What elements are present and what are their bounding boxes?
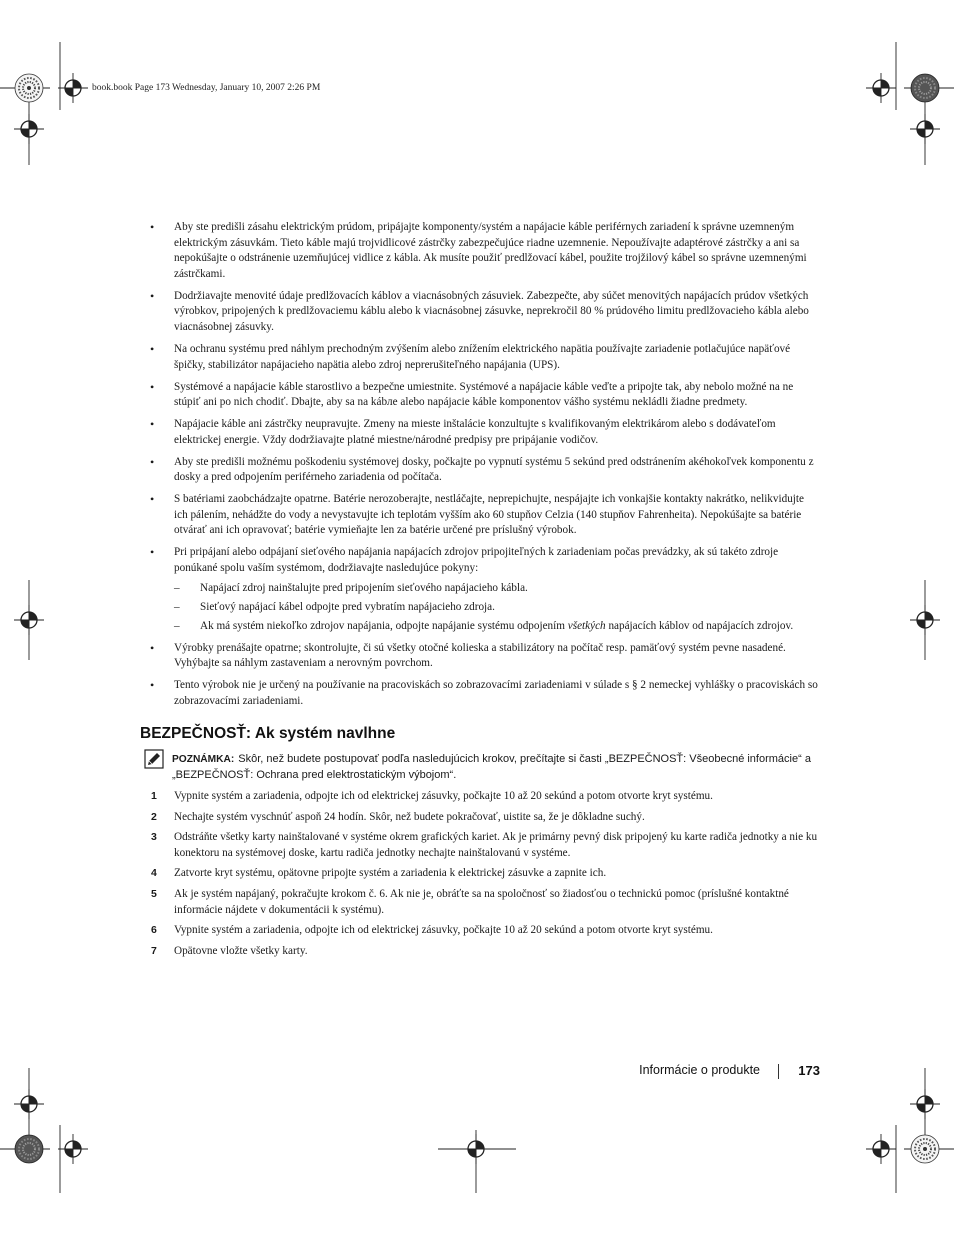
list-item: • Tento výrobok nie je určený na používanie na pracoviskách so zobrazovacími zariadeniami v súlade s § 2 nemeckej vyhlášky o pracoviskách so zobrazovacími zariadeniami. [138,678,818,709]
sub-list-item: – Napájací zdroj nainštalujte pred pripojením sieťového napájacieho kábla. [174,581,818,597]
step-number: 4 [151,867,157,880]
sub-list-item: – Sieťový napájací kábel odpojte pred vybratím napájacieho zdroja. [174,600,818,616]
list-item: • Aby ste predišli zásahu elektrickým prúdom, pripájajte komponenty/systém a napájacie káble periférnych zariadení k správne uzemneným elektrickým zásuvkám. Tieto káble majú trojvidlicové zástrčky zabezpečujúce riadne uzemnenie. Nepoužívajte adaptérové zástrčky a ani sa nepokúšajte o odstránenie uzemňujúcej vidlice z kábla. Ak musíte použiť predlžovací kábel, použite trojžilový kábel so správne uzemnenými zástrčkami. [138,220,818,282]
page-number: 173 [798,1063,820,1078]
step-text: Opätovne vložte všetky karty. [174,944,308,957]
step-item [138,887,818,918]
section-heading: BEZPEČNOSŤ: Ak systém navlhne [140,725,396,743]
step-number: 7 [151,944,157,957]
step-item [138,830,818,861]
sub-list-text: napájacích káblov od napájacích zdrojov. [605,619,794,632]
step-text: Vypnite systém a zariadenia, odpojte ich od elektrickej zásuvky, počkajte 10 až 20 sekúnd a potom otvorte kryt systému. [174,790,713,803]
print-slug-header: book.book Page 173 Wednesday, January 10, 2007 2:26 PM [92,83,321,93]
sub-list-item [174,619,818,635]
step-text: Ak je systém napájaný, pokračujte krokom č. 6. Ak nie je, obráťte sa na spoločnosť so žiadosťou o technickú pomoc (príslušné kontaktné informácie nájdete v dokumentácii k systému). [174,888,789,916]
page-footer [600,1063,820,1083]
list-item: • Napájacie káble ani zástrčky neupravujte. Zmeny na mieste inštalácie konzultujte s kvalifikovaným elektrikárom alebo s dodávateľom elektrickej energie. Vždy dodržiavajte platné miestne/národné predpisy pre pripájanie vodičov. [138,417,818,448]
list-item: • Na ochranu systému pred náhlym prechodným zvýšením alebo znížením elektrického napätia používajte zariadenie potlačujúce napäťové špičky, stabilizátor napájacieho napätia alebo zdroj neprerušiteľného napájania (UPS). [138,342,818,373]
wet-system-steps [138,789,818,959]
note-pencil-icon [144,749,164,769]
note-label: POZNÁMKA: [172,753,235,765]
list-item [138,545,818,634]
step-item [138,789,818,805]
note-box [138,752,818,783]
step-text: Vypnite systém a zariadenia, odpojte ich od elektrickej zásuvky, počkajte 10 až 20 sekúnd a potom otvorte kryt systému. [174,924,713,937]
step-item [138,944,818,960]
safety-bullet-list [138,220,818,709]
step-item [138,866,818,882]
step-number: 3 [151,831,157,844]
step-item [138,810,818,826]
step-item [138,923,818,939]
emphasis-text: všetkých [567,619,606,632]
list-item-text: Pri pripájaní alebo odpájaní sieťového napájania napájacích zdrojov pripojiteľných k zariadeniam počas prevádzky, ak sú takéto zdroje ponúkané spolu vaším systémom, dodržiavajte nasledujúce pokyny: [174,546,779,575]
step-text: Nechajte systém vyschnúť aspoň 24 hodín. Skôr, než budete pokračovať, uistite sa, že je dôkladne suchý. [174,810,645,823]
note-text: Skôr, než budete postupovať podľa nasledujúcich krokov, prečítajte si časti „BEZPEČNOSŤ: Všeobecné informácie“ a „BEZPEČNOSŤ: Ochrana pred elektrostatickým výbojom“. [172,752,811,781]
list-item: • S batériami zaobchádzajte opatrne. Batérie nerozoberajte, nestláčajte, neprepichujte, nespájajte ich vonkajšie kontakty nakrátko, nelikvidujte ich pálením, nehádžte do vody a nevystavujte ich teplotám vyšším ako 60 stupňov Celzia (140 stupňov Fahrenheita). Nepokúšajte sa batérie otvárať ani ich opravovať; batérie vymieňajte len za batérie určené pre príslušný výrobok. [138,492,818,539]
footer-title: Informácie o produkte [639,1063,760,1077]
footer-divider [778,1064,779,1079]
sub-list-text: Ak má systém niekoľko zdrojov napájania, odpojte napájanie systému odpojením [200,619,568,632]
step-number: 1 [151,790,157,803]
list-item: • Dodržiavajte menovité údaje predlžovacích káblov a viacnásobných zásuviek. Zabezpečte, aby súčet menovitých napájacích prúdov všetkých výrobkov, pripojených k predlžovaciemu káblu alebo k viacnásobnej zásuvke, neprekročil 80 % prúdového limitu predlžovacieho kábla alebo viacnásobnej zásuvky. [138,289,818,336]
list-item: • Výrobky prenášajte opatrne; skontrolujte, či sú všetky otočné kolieska a stabilizátory na počítač resp. pamäťový systém pevne nasadené. Vyhýbajte sa náhlym zastaveniam a nerovným povrchom. [138,641,818,672]
step-number: 2 [151,810,157,823]
page-content [138,220,818,964]
power-supply-sublist [174,581,818,635]
step-number: 5 [151,888,157,901]
step-number: 6 [151,924,157,937]
step-text: Zatvorte kryt systému, opätovne pripojte systém a zariadenia k elektrickej zásuvke a zapnite ich. [174,867,607,880]
list-item: • Aby ste predišli možnému poškodeniu systémovej dosky, počkajte po vypnutí systému 5 sekúnd pred odstránením akéhokoľvek komponentu z dosky a pred odpojením periférneho zariadenia od počítača. [138,455,818,486]
step-text: Odstráňte všetky karty nainštalované v systéme okrem grafických kariet. Ak je primárny pevný disk pripojený ku karte radiča jednotky a nie ku konektoru na systémovej doske, kartu radiča jednotky nechajte nainštalovanú v systéme. [174,831,818,859]
list-item: • Systémové a napájacie káble starostlivo a bezpečne umiestnite. Systémové a napájacie káble veďte a pripojte tak, aby nebolo možné na ne stúpiť ani po nich chodiť. Dbajte, aby sa na kábле alebo napájacie káble komponentov vášho systému nekládli žiadne predmety. [138,380,818,411]
